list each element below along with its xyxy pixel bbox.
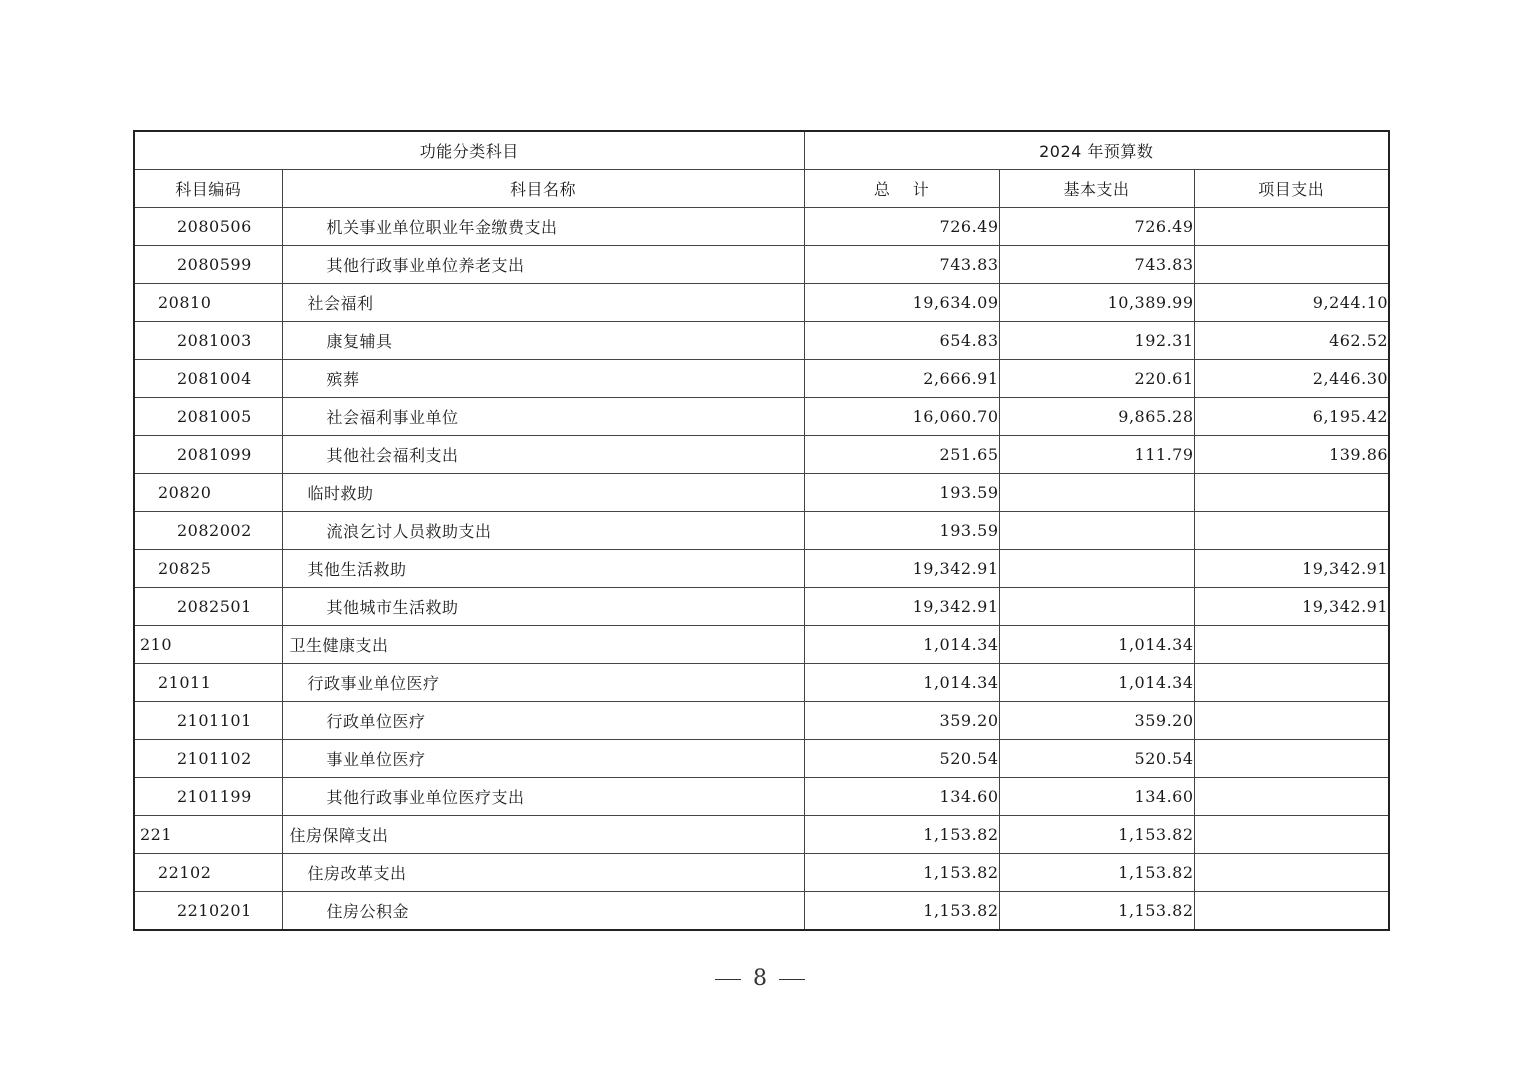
cell-name: 社会福利事业单位 <box>282 398 804 436</box>
cell-code: 210 <box>134 626 282 664</box>
cell-project: 462.52 <box>1194 322 1389 360</box>
page-number: 8 <box>753 966 767 991</box>
footer-dash-left <box>715 979 741 980</box>
cell-total: 16,060.70 <box>804 398 999 436</box>
cell-code: 21011 <box>134 664 282 702</box>
cell-basic: 134.60 <box>999 778 1194 816</box>
cell-code: 20810 <box>134 284 282 322</box>
cell-basic <box>999 550 1194 588</box>
table-header <box>134 131 1389 208</box>
table-row <box>134 664 1389 702</box>
cell-basic: 220.61 <box>999 360 1194 398</box>
table-row <box>134 474 1389 512</box>
cell-total: 1,014.34 <box>804 626 999 664</box>
header-column-row <box>134 170 1389 208</box>
table-row <box>134 740 1389 778</box>
cell-name: 流浪乞讨人员救助支出 <box>282 512 804 550</box>
table-row <box>134 816 1389 854</box>
cell-project <box>1194 740 1389 778</box>
cell-code: 2081099 <box>134 436 282 474</box>
cell-basic: 10,389.99 <box>999 284 1194 322</box>
cell-name: 其他社会福利支出 <box>282 436 804 474</box>
header-name: 科目名称 <box>282 170 804 208</box>
cell-code: 2101199 <box>134 778 282 816</box>
cell-name: 其他生活救助 <box>282 550 804 588</box>
page-footer <box>0 966 1520 991</box>
header-project: 项目支出 <box>1194 170 1389 208</box>
cell-name: 殡葬 <box>282 360 804 398</box>
cell-code: 22102 <box>134 854 282 892</box>
header-group-row <box>134 131 1389 170</box>
cell-total: 520.54 <box>804 740 999 778</box>
cell-project: 19,342.91 <box>1194 550 1389 588</box>
cell-code: 2210201 <box>134 892 282 931</box>
table-row <box>134 436 1389 474</box>
cell-project <box>1194 854 1389 892</box>
cell-total: 134.60 <box>804 778 999 816</box>
cell-total: 743.83 <box>804 246 999 284</box>
table-row <box>134 512 1389 550</box>
cell-project: 2,446.30 <box>1194 360 1389 398</box>
cell-basic: 1,153.82 <box>999 892 1194 931</box>
cell-total: 2,666.91 <box>804 360 999 398</box>
cell-total: 1,153.82 <box>804 892 999 931</box>
cell-name: 其他行政事业单位养老支出 <box>282 246 804 284</box>
table-row <box>134 246 1389 284</box>
cell-basic: 9,865.28 <box>999 398 1194 436</box>
cell-code: 2080599 <box>134 246 282 284</box>
cell-basic <box>999 588 1194 626</box>
cell-basic: 1,153.82 <box>999 854 1194 892</box>
table-row <box>134 778 1389 816</box>
cell-total: 726.49 <box>804 208 999 246</box>
cell-basic: 1,014.34 <box>999 626 1194 664</box>
cell-project <box>1194 664 1389 702</box>
cell-project: 9,244.10 <box>1194 284 1389 322</box>
cell-code: 2080506 <box>134 208 282 246</box>
cell-project <box>1194 816 1389 854</box>
cell-project: 6,195.42 <box>1194 398 1389 436</box>
cell-basic: 520.54 <box>999 740 1194 778</box>
footer-dash-right <box>779 979 805 980</box>
cell-total: 1,153.82 <box>804 854 999 892</box>
cell-code: 2081004 <box>134 360 282 398</box>
cell-code: 2101101 <box>134 702 282 740</box>
header-budget-year: 2024 年预算数 <box>804 131 1389 170</box>
cell-basic <box>999 474 1194 512</box>
cell-total: 19,342.91 <box>804 550 999 588</box>
cell-code: 2082501 <box>134 588 282 626</box>
cell-project <box>1194 892 1389 931</box>
table-body <box>134 208 1389 931</box>
header-code: 科目编码 <box>134 170 282 208</box>
cell-code: 221 <box>134 816 282 854</box>
cell-name: 其他行政事业单位医疗支出 <box>282 778 804 816</box>
table-row <box>134 854 1389 892</box>
cell-total: 193.59 <box>804 512 999 550</box>
cell-project: 139.86 <box>1194 436 1389 474</box>
cell-basic: 726.49 <box>999 208 1194 246</box>
table-row <box>134 322 1389 360</box>
cell-total: 251.65 <box>804 436 999 474</box>
cell-name: 其他城市生活救助 <box>282 588 804 626</box>
cell-project <box>1194 702 1389 740</box>
cell-name: 住房改革支出 <box>282 854 804 892</box>
table-row <box>134 284 1389 322</box>
cell-code: 20825 <box>134 550 282 588</box>
table-row <box>134 702 1389 740</box>
cell-project <box>1194 626 1389 664</box>
cell-project <box>1194 246 1389 284</box>
cell-name: 住房公积金 <box>282 892 804 931</box>
cell-basic <box>999 512 1194 550</box>
table-row <box>134 892 1389 931</box>
cell-code: 2101102 <box>134 740 282 778</box>
cell-name: 卫生健康支出 <box>282 626 804 664</box>
cell-project <box>1194 474 1389 512</box>
cell-code: 2081005 <box>134 398 282 436</box>
table-row <box>134 360 1389 398</box>
cell-basic: 743.83 <box>999 246 1194 284</box>
cell-total: 1,153.82 <box>804 816 999 854</box>
cell-total: 19,342.91 <box>804 588 999 626</box>
table-row <box>134 626 1389 664</box>
cell-project: 19,342.91 <box>1194 588 1389 626</box>
cell-total: 654.83 <box>804 322 999 360</box>
cell-code: 2081003 <box>134 322 282 360</box>
cell-total: 1,014.34 <box>804 664 999 702</box>
cell-total: 359.20 <box>804 702 999 740</box>
cell-basic: 111.79 <box>999 436 1194 474</box>
cell-basic: 359.20 <box>999 702 1194 740</box>
cell-basic: 1,014.34 <box>999 664 1194 702</box>
cell-basic: 1,153.82 <box>999 816 1194 854</box>
header-basic: 基本支出 <box>999 170 1194 208</box>
cell-total: 193.59 <box>804 474 999 512</box>
cell-name: 康复辅具 <box>282 322 804 360</box>
cell-total: 19,634.09 <box>804 284 999 322</box>
budget-table <box>133 130 1390 931</box>
table-row <box>134 208 1389 246</box>
table-row <box>134 588 1389 626</box>
header-function-category: 功能分类科目 <box>134 131 804 170</box>
table-row <box>134 398 1389 436</box>
cell-project <box>1194 208 1389 246</box>
cell-basic: 192.31 <box>999 322 1194 360</box>
cell-project <box>1194 512 1389 550</box>
cell-project <box>1194 778 1389 816</box>
cell-code: 20820 <box>134 474 282 512</box>
cell-name: 事业单位医疗 <box>282 740 804 778</box>
header-total: 总 计 <box>804 170 999 208</box>
cell-name: 社会福利 <box>282 284 804 322</box>
table-row <box>134 550 1389 588</box>
cell-code: 2082002 <box>134 512 282 550</box>
cell-name: 机关事业单位职业年金缴费支出 <box>282 208 804 246</box>
cell-name: 临时救助 <box>282 474 804 512</box>
cell-name: 住房保障支出 <box>282 816 804 854</box>
cell-name: 行政事业单位医疗 <box>282 664 804 702</box>
cell-name: 行政单位医疗 <box>282 702 804 740</box>
